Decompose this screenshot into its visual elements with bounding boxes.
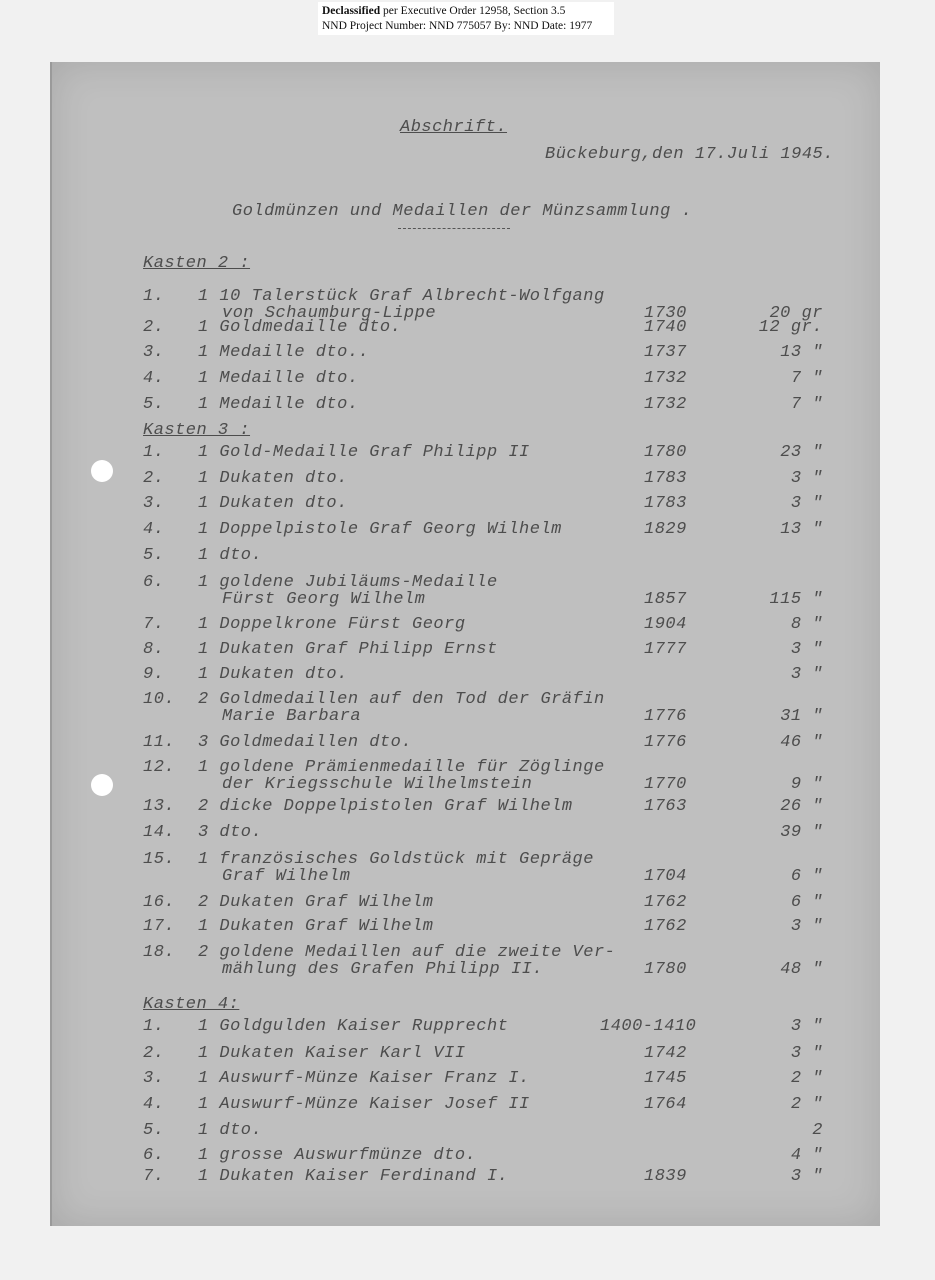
- kasten4-label: Kasten 4:: [143, 995, 240, 1014]
- row-number: 4.: [143, 1095, 165, 1114]
- row-value: 3 ": [790, 640, 823, 659]
- row-description: 1 10 Talerstück Graf Albrecht-Wolfgang: [198, 287, 605, 306]
- row-year: 1730: [644, 304, 687, 323]
- row-description: 1 Auswurf-Münze Kaiser Franz I.: [198, 1069, 530, 1088]
- row-number: 6.: [143, 573, 165, 592]
- row-number: 4.: [143, 369, 165, 388]
- row-year: 1829: [644, 520, 687, 539]
- row-number: 17.: [143, 917, 176, 936]
- row-number: 5.: [143, 546, 165, 565]
- row-number: 8.: [143, 640, 165, 659]
- row-year: 1742: [644, 1044, 687, 1063]
- row-description-cont: Graf Wilhelm: [222, 867, 351, 886]
- row-value: 115 ": [769, 590, 823, 609]
- row-value: 8 ": [790, 615, 823, 634]
- row-year: 1857: [644, 590, 687, 609]
- row-value: 12 gr.: [758, 318, 823, 337]
- row-number: 9.: [143, 665, 165, 684]
- row-number: 18.: [143, 943, 176, 962]
- row-value: 3 ": [790, 917, 823, 936]
- row-description: 1 Dukaten Kaiser Karl VII: [198, 1044, 466, 1063]
- row-description: 1 Doppelkrone Fürst Georg: [198, 615, 466, 634]
- row-description: 1 goldene Prämienmedaille für Zöglinge: [198, 758, 605, 777]
- row-description: 1 Dukaten Kaiser Ferdinand I.: [198, 1167, 509, 1186]
- row-description-cont: mählung des Grafen Philipp II.: [222, 960, 544, 979]
- row-year: 1783: [644, 469, 687, 488]
- heading-underline: [398, 228, 510, 229]
- row-description: 1 Dukaten dto.: [198, 665, 348, 684]
- document-heading: Goldmünzen und Medaillen der Münzsammlung .: [232, 202, 693, 221]
- row-value: 2 ": [790, 1069, 823, 1088]
- row-value: 3 ": [790, 1167, 823, 1186]
- row-value: 26 ": [780, 797, 823, 816]
- row-number: 15.: [143, 850, 176, 869]
- row-year: 1783: [644, 494, 687, 513]
- row-value: 13 ": [780, 343, 823, 362]
- row-value: 46 ": [780, 733, 823, 752]
- row-year: 1740: [644, 318, 687, 337]
- row-description: 1 Medaille dto.: [198, 369, 359, 388]
- row-value: 48 ": [780, 960, 823, 979]
- punch-hole-bottom: [91, 774, 113, 796]
- row-number: 2.: [143, 469, 165, 488]
- row-number: 1.: [143, 1017, 165, 1036]
- row-number: 16.: [143, 893, 176, 912]
- row-value: 6 ": [790, 893, 823, 912]
- row-description: 1 dto.: [198, 546, 263, 565]
- row-description: 2 dicke Doppelpistolen Graf Wilhelm: [198, 797, 573, 816]
- row-year: 1745: [644, 1069, 687, 1088]
- row-value: 2: [812, 1121, 823, 1140]
- row-number: 5.: [143, 395, 165, 414]
- row-description: 1 dto.: [198, 1121, 263, 1140]
- punch-hole-top: [91, 460, 113, 482]
- row-description: 1 Auswurf-Münze Kaiser Josef II: [198, 1095, 530, 1114]
- row-value: 23 ": [780, 443, 823, 462]
- row-description-cont: Marie Barbara: [222, 707, 362, 726]
- row-value: 7 ": [790, 395, 823, 414]
- row-description: 1 Goldmedaille dto.: [198, 318, 402, 337]
- row-description: 1 grosse Auswurfmünze dto.: [198, 1146, 477, 1165]
- row-description: 3 dto.: [198, 823, 263, 842]
- row-number: 13.: [143, 797, 176, 816]
- row-year: 1904: [644, 615, 687, 634]
- row-description: 1 goldene Jubiläums-Medaille: [198, 573, 498, 592]
- row-year: 1400-1410: [600, 1017, 697, 1036]
- place-date: Bückeburg,den 17.Juli 1945.: [545, 145, 834, 164]
- row-year: 1732: [644, 395, 687, 414]
- row-year: 1776: [644, 707, 687, 726]
- row-description-cont: von Schaumburg-Lippe: [222, 304, 437, 323]
- row-number: 11.: [143, 733, 176, 752]
- row-value: 3 ": [790, 1017, 823, 1036]
- row-number: 12.: [143, 758, 176, 777]
- row-year: 1763: [644, 797, 687, 816]
- row-description: 2 Dukaten Graf Wilhelm: [198, 893, 434, 912]
- row-value: 39 ": [780, 823, 823, 842]
- row-description-cont: Fürst Georg Wilhelm: [222, 590, 426, 609]
- kasten2-label: Kasten 2 :: [143, 254, 251, 273]
- row-number: 2.: [143, 1044, 165, 1063]
- row-year: 1770: [644, 775, 687, 794]
- stamp-line2: NND Project Number: NND 775057 By: NND Date: 1977: [322, 20, 593, 32]
- row-number: 3.: [143, 1069, 165, 1088]
- row-number: 5.: [143, 1121, 165, 1140]
- row-value: 6 ": [790, 867, 823, 886]
- row-value: 4 ": [790, 1146, 823, 1165]
- stamp-line1: per Executive Order 12958, Section 3.5: [380, 5, 566, 17]
- row-value: 20 gr: [769, 304, 823, 323]
- row-year: 1762: [644, 893, 687, 912]
- row-description: 1 Medaille dto.: [198, 395, 359, 414]
- document-title: Abschrift.: [400, 118, 508, 137]
- row-year: 1704: [644, 867, 687, 886]
- stamp-bold: Declassified: [322, 5, 381, 17]
- row-value: 3 ": [790, 469, 823, 488]
- row-description: 2 goldene Medaillen auf die zweite Ver-: [198, 943, 616, 962]
- row-description: 1 Dukaten Graf Philipp Ernst: [198, 640, 498, 659]
- row-description-cont: der Kriegsschule Wilhelmstein: [222, 775, 533, 794]
- row-description: 1 Dukaten dto.: [198, 494, 348, 513]
- row-description: 3 Goldmedaillen dto.: [198, 733, 413, 752]
- row-value: 7 ": [790, 369, 823, 388]
- row-year: 1777: [644, 640, 687, 659]
- row-year: 1762: [644, 917, 687, 936]
- declassification-stamp: [318, 2, 614, 35]
- row-number: 1.: [143, 443, 165, 462]
- row-year: 1737: [644, 343, 687, 362]
- row-number: 3.: [143, 494, 165, 513]
- row-year: 1780: [644, 443, 687, 462]
- row-number: 2.: [143, 318, 165, 337]
- row-description: 1 Gold-Medaille Graf Philipp II: [198, 443, 530, 462]
- row-description: 1 Doppelpistole Graf Georg Wilhelm: [198, 520, 562, 539]
- row-number: 10.: [143, 690, 176, 709]
- row-value: 3 ": [790, 494, 823, 513]
- row-value: 13 ": [780, 520, 823, 539]
- row-value: 2 ": [790, 1095, 823, 1114]
- row-description: 1 Dukaten dto.: [198, 469, 348, 488]
- row-number: 1.: [143, 287, 165, 306]
- row-value: 3 ": [790, 1044, 823, 1063]
- row-number: 4.: [143, 520, 165, 539]
- row-year: 1839: [644, 1167, 687, 1186]
- row-value: 31 ": [780, 707, 823, 726]
- row-year: 1764: [644, 1095, 687, 1114]
- row-description: 1 Medaille dto..: [198, 343, 370, 362]
- row-value: 3 ": [790, 665, 823, 684]
- row-year: 1732: [644, 369, 687, 388]
- row-description: 2 Goldmedaillen auf den Tod der Gräfin: [198, 690, 605, 709]
- row-description: 1 Dukaten Graf Wilhelm: [198, 917, 434, 936]
- row-year: 1776: [644, 733, 687, 752]
- row-number: 7.: [143, 615, 165, 634]
- row-description: 1 Goldgulden Kaiser Rupprecht: [198, 1017, 509, 1036]
- row-number: 14.: [143, 823, 176, 842]
- row-number: 6.: [143, 1146, 165, 1165]
- row-value: 9 ": [790, 775, 823, 794]
- kasten3-label: Kasten 3 :: [143, 421, 251, 440]
- row-number: 3.: [143, 343, 165, 362]
- row-number: 7.: [143, 1167, 165, 1186]
- row-year: 1780: [644, 960, 687, 979]
- row-description: 1 französisches Goldstück mit Gepräge: [198, 850, 594, 869]
